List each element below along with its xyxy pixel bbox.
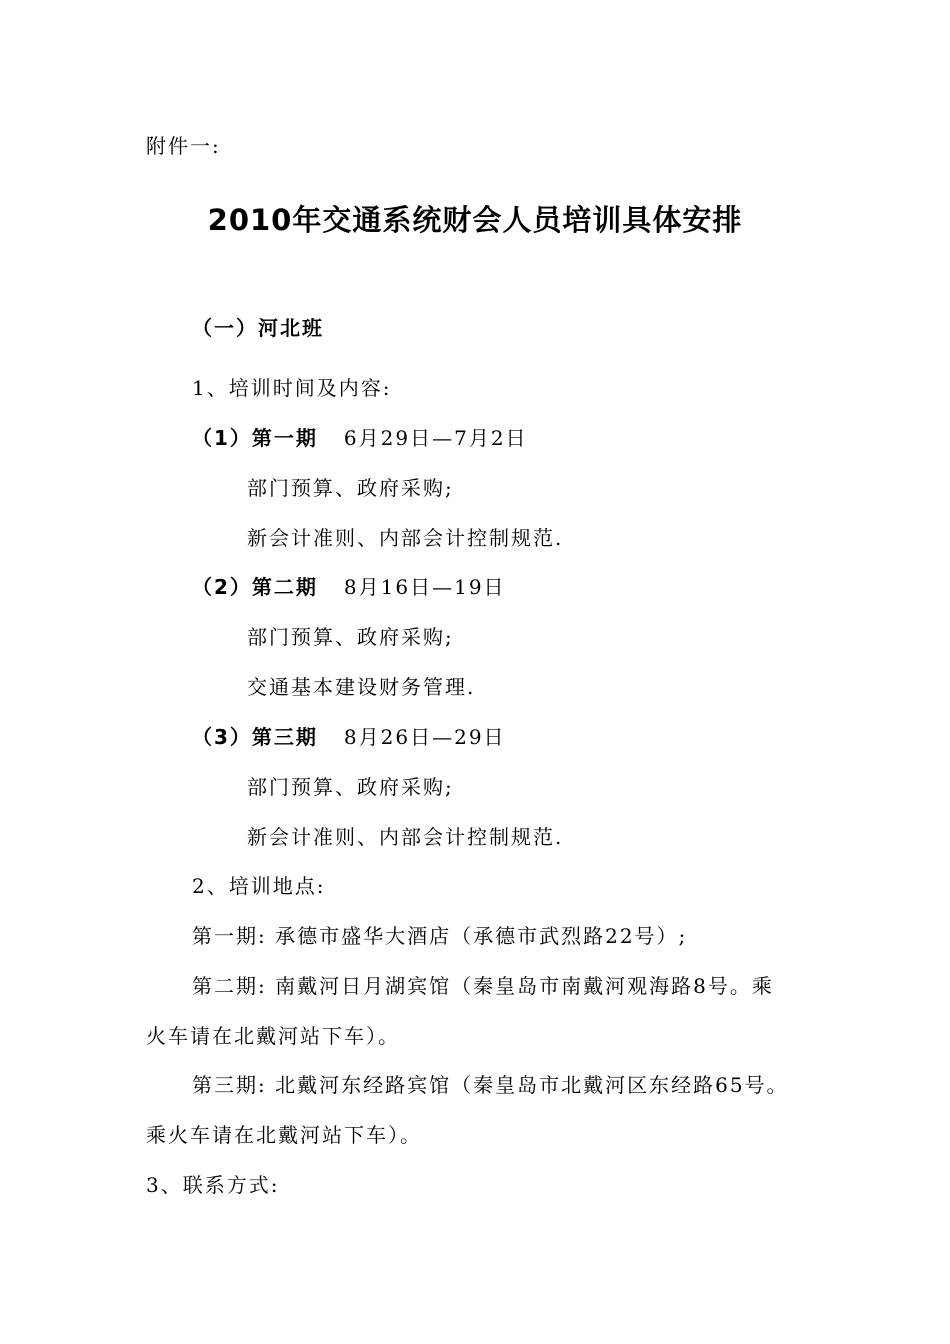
session-3-content-2: 新会计准则、内部会计控制规范. [247,825,564,849]
session-3-content-1: 部门预算、政府采购; [247,775,454,799]
item3-heading: 3、联系方式: [146,1173,280,1197]
location-3-line-1: 第三期: 北戴河东经路宾馆（秦皇岛市北戴河区东经路65号。 [192,1073,789,1097]
document-title: 2010年交通系统财会人员培训具体安排 [207,203,743,237]
session-1-row [192,426,528,450]
session-1-dates: 6月29日—7月2日 [343,426,528,450]
session-1-label: （1）第一期 [192,426,318,450]
location-1-line-1: 第一期: 承德市盛华大酒店（承德市武烈路22号）; [192,924,688,948]
session-3-label: （3）第三期 [192,725,318,749]
session-3-row [192,725,506,749]
session-3-dates: 8月26日—29日 [343,725,506,749]
location-2-line-2: 火车请在北戴河站下车）。 [146,1024,400,1048]
session-2-dates: 8月16日—19日 [343,575,506,599]
attachment-label: 附件一: [146,134,221,158]
item1-heading: 1、培训时间及内容: [192,376,392,400]
session-2-content-2: 交通基本建设财务管理. [247,675,476,699]
session-1-content-2: 新会计准则、内部会计控制规范. [247,526,564,550]
item2-heading: 2、培训地点: [192,874,326,898]
session-2-row [192,575,506,599]
session-1-content-1: 部门预算、政府采购; [247,476,454,500]
session-2-content-1: 部门预算、政府采购; [247,625,454,649]
section-heading: （一）河北班 [192,316,324,340]
location-2-line-1: 第二期: 南戴河日月湖宾馆（秦皇岛市南戴河观海路8号。乘 [192,974,774,998]
session-2-label: （2）第二期 [192,575,318,599]
location-3-line-2: 乘火车请在北戴河站下车）。 [146,1123,422,1147]
